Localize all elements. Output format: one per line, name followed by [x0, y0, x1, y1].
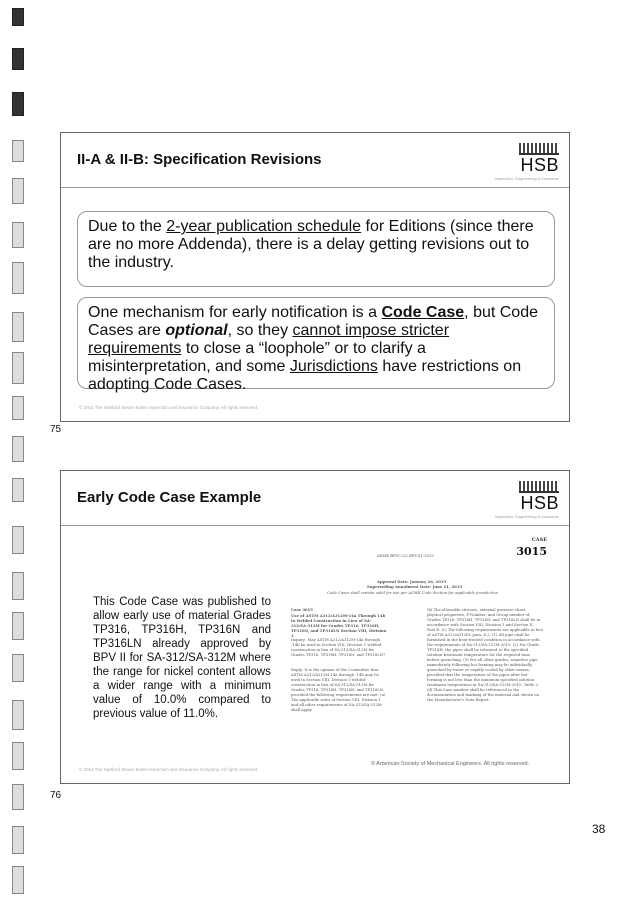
hsb-logo [495, 481, 559, 519]
slide-title: Early Code Case Example [77, 489, 262, 506]
binder-mark [12, 8, 24, 26]
title-divider [61, 525, 569, 526]
binder-mark [12, 436, 24, 462]
case-heading: Case 3015 [291, 607, 313, 612]
binder-mark [12, 526, 24, 554]
case-number: 3015 [516, 545, 547, 558]
asme-header: ASME BPVC.CC.BPV.S1-2015 [377, 553, 434, 558]
annulment-date: Superseding Annulment Date: June 21, 2015 [367, 584, 463, 589]
box2-stricter: cannot impose stricter requirements [88, 322, 450, 357]
skyline-icon [519, 143, 559, 155]
case-reply: Reply: It is the opinion of the Committee that ASTM A312/A312M-14a through -14b may be used in Section VIII, Division 1 welded construction in lieu of SA-312/SA-312M for Grades TP316, TP316H, TP316N, and TP316LN, provided the following requirements are met: (a) The applicable rules of Section VIII, Division 1 and all other requirements of SA-312/SA-312M shall apply. [291, 667, 386, 712]
box2-optional: optional [165, 322, 228, 339]
case-right-column: (b) The allowable stresses, external pressure chart, physical properties, P-Number, and Group number of Grades TP316, TP316H, TP316N, and TP316LN shall be in accordance with Section VIII, Division 1 and Section II, Part D. (c) The following requirements are applicable in lieu of ASTM A312/A312M, para. 6.2. (1) All pipe shall be furnished in the heat-treated condition in accordance with the requirements of SA-312/SA-312M-2010. (2) For Grade TP316H, the pipes shall be reheated to the specified solution treatment temperature for the required time before quenching. (3) For all other grades, seamless pipe immediately following hot forming may be individually quenched by water or rapidly cooled by other means, provided that the temperature of the pipes after hot forming is not less than the minimum specified solution treatment temperature in SA-312/SA-312M-2010, Table 2. (d) This Case number shall be referenced in the documentation and marking of the material and shown on the Manufacturer's Data Report. [427, 607, 543, 702]
binder-mark [12, 700, 24, 730]
box2-text: have restrictions on adopting Code Cases. [88, 358, 522, 393]
box2-code-case: Code Case [381, 304, 465, 321]
hsb-logo-subtitle: Inspection, Engineering & Insurance [494, 514, 559, 519]
text-box-publication [77, 211, 555, 287]
binder-mark [12, 826, 24, 854]
binder-mark [12, 352, 24, 384]
box1-text: for Editions (since there are no more Addenda), there is a delay getting revisions out to the industry. [88, 218, 534, 271]
asme-copyright: © American Society of Mechanical Engineers. All rights reserved. [371, 761, 530, 767]
case-inquiry: Inquiry: May ASTM A312/A312M-14a through -14b be used in Section VIII, Division 1 welded construction in lieu of SA-312/SA-312M for Grades TP316, TP316H, TP316N, and TP316LN? [291, 637, 386, 657]
binder-mark [12, 262, 24, 294]
hsb-logo-subtitle: Inspection, Engineering & Insurance [494, 176, 559, 181]
box1-underline: 2-year publication schedule [166, 218, 362, 235]
slide-title: II-A & II-B: Specification Revisions [77, 151, 322, 168]
slide-footer: © 2014 The Hartford Steam Boiler Inspection and Insurance Company. All rights reserved. [79, 767, 259, 772]
applicability-note: Code Cases shall remain valid for use per ASME Code Section for applicable jurisdiction [327, 590, 498, 595]
binder-mark [12, 92, 24, 116]
box2-text: One mechanism for early notification is a [88, 304, 382, 321]
box2-text: , so they [227, 322, 293, 339]
box2-text: , but Code Cases are [88, 304, 538, 339]
binder-mark [12, 654, 24, 682]
approval-date: Approval Date: January 26, 2015 [377, 579, 447, 584]
title-divider [61, 187, 569, 188]
box1-text: Due to the [88, 218, 167, 235]
binder-mark [12, 866, 24, 894]
slide-page-number: 75 [50, 424, 62, 435]
slide-body-text: This Code Case was published to allow early use of material Grades TP316, TP316H, TP316N and TP316LN already approved by BPV II for SA-312/SA-312M where the range for nickel content allows a wider range with a minimum value of 10.0% compared to previous value of 11.0%. [93, 596, 271, 720]
slide-76 [60, 470, 570, 784]
skyline-icon [519, 481, 559, 493]
binder-mark [12, 178, 24, 204]
binder-mark [12, 612, 24, 640]
document-page-number: 38 [592, 822, 606, 836]
hsb-logo [495, 143, 559, 181]
slide-page-number: 76 [50, 790, 62, 801]
hsb-logo-text: HSB [520, 155, 559, 175]
binder-mark [12, 396, 24, 420]
binder-mark [12, 48, 24, 70]
binder-mark [12, 478, 24, 502]
binder-mark [12, 742, 24, 770]
text-box-code-case [77, 297, 555, 393]
case-label: CASE [531, 537, 547, 543]
case-title: Use of ASTM A312/A312M-14a Through 14b in Welded Construction in Lieu of SA-312/SA-312M for Grades TP316, TP316H, TP316N, and TP316LN Section VIII, Division 1 [291, 613, 387, 638]
hsb-logo-text: HSB [520, 493, 559, 513]
binder-mark [12, 784, 24, 810]
code-case-excerpt [287, 533, 553, 747]
binder-mark [12, 312, 24, 342]
binder-mark [12, 222, 24, 248]
slide-footer: © 2014 The Hartford Steam Boiler Inspection and Insurance Company. All rights reserved. [79, 405, 259, 410]
binder-mark [12, 572, 24, 600]
binder-mark [12, 140, 24, 162]
slide-75 [60, 132, 570, 422]
box2-text: to close a “loophole” or to clarify a misinterpretation, and some [88, 340, 426, 375]
box2-jurisdictions: Jurisdictions [289, 358, 378, 375]
